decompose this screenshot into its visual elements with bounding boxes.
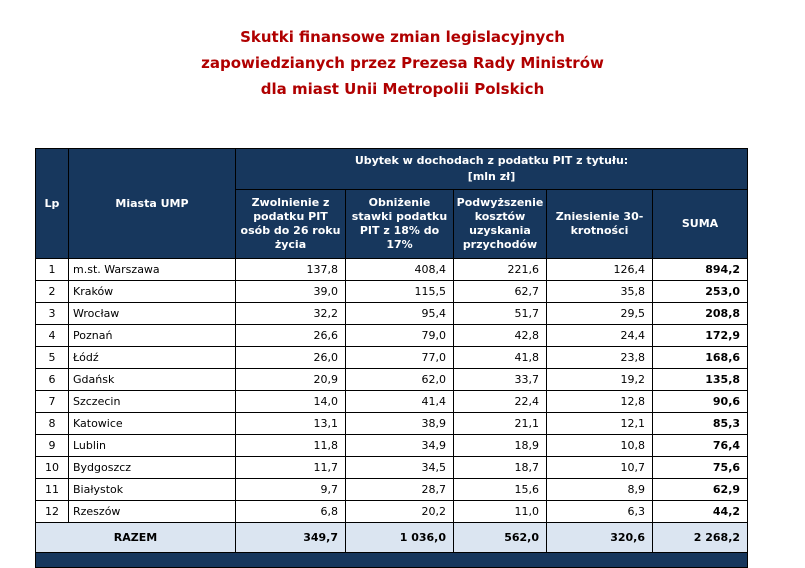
table-row (36, 303, 748, 325)
bottom-bar-fill (36, 553, 748, 568)
page-title-line-2: zapowiedzianych przez Prezesa Rady Ministrów (201, 54, 604, 72)
row-value: 21,1 (454, 413, 547, 435)
row-value: 51,7 (454, 303, 547, 325)
row-suma: 253,0 (653, 281, 748, 303)
column-header-1: Obniżenie stawki podatku PIT z 18% do 17% (346, 190, 454, 259)
row-lp: 4 (36, 325, 69, 347)
row-suma: 85,3 (653, 413, 748, 435)
page-title (0, 0, 805, 102)
row-value: 11,0 (454, 501, 547, 523)
table-row (36, 347, 748, 369)
column-header-3: Zniesienie 30-krotności (547, 190, 653, 259)
row-value: 33,7 (454, 369, 547, 391)
row-city: Szczecin (69, 391, 236, 413)
row-city: Łódź (69, 347, 236, 369)
table-row (36, 457, 748, 479)
row-lp: 1 (36, 259, 69, 281)
total-label: RAZEM (36, 523, 236, 553)
row-suma: 75,6 (653, 457, 748, 479)
row-suma: 76,4 (653, 435, 748, 457)
pit-impact-table (35, 148, 748, 568)
row-lp: 6 (36, 369, 69, 391)
page-title-line-3: dla miast Unii Metropolii Polskich (260, 80, 545, 98)
row-value: 18,7 (454, 457, 547, 479)
row-city: Białystok (69, 479, 236, 501)
column-header-city: Miasta UMP (69, 149, 236, 259)
row-value: 77,0 (346, 347, 454, 369)
total-value: 1 036,0 (346, 523, 454, 553)
row-value: 10,8 (547, 435, 653, 457)
row-city: Wrocław (69, 303, 236, 325)
group-header-cell (236, 149, 748, 190)
row-value: 26,6 (236, 325, 346, 347)
row-value: 115,5 (346, 281, 454, 303)
column-header-0: Zwolnienie z podatku PIT osób do 26 roku życia (236, 190, 346, 259)
group-header-subtitle: [mln zł] (467, 170, 516, 183)
row-lp: 9 (36, 435, 69, 457)
table-row (36, 435, 748, 457)
row-value: 39,0 (236, 281, 346, 303)
row-value: 6,8 (236, 501, 346, 523)
column-header-4: SUMA (653, 190, 748, 259)
row-value: 29,5 (547, 303, 653, 325)
row-city: Lublin (69, 435, 236, 457)
bottom-bar (36, 553, 748, 568)
row-city: Kraków (69, 281, 236, 303)
row-city: m.st. Warszawa (69, 259, 236, 281)
row-value: 26,0 (236, 347, 346, 369)
row-value: 34,9 (346, 435, 454, 457)
row-city: Bydgoszcz (69, 457, 236, 479)
table-row (36, 501, 748, 523)
data-table-container (35, 148, 805, 568)
total-value: 349,7 (236, 523, 346, 553)
total-value: 562,0 (454, 523, 547, 553)
row-value: 79,0 (346, 325, 454, 347)
table-row (36, 325, 748, 347)
row-lp: 3 (36, 303, 69, 325)
table-row (36, 259, 748, 281)
row-value: 11,7 (236, 457, 346, 479)
column-header-lp: Lp (36, 149, 69, 259)
row-value: 20,2 (346, 501, 454, 523)
row-value: 24,4 (547, 325, 653, 347)
column-header-2: Podwyższenie kosztów uzyskania przychodów (454, 190, 547, 259)
table-row (36, 479, 748, 501)
table-row (36, 369, 748, 391)
table-row (36, 413, 748, 435)
row-value: 62,7 (454, 281, 547, 303)
row-value: 408,4 (346, 259, 454, 281)
row-suma: 172,9 (653, 325, 748, 347)
row-value: 12,1 (547, 413, 653, 435)
total-suma: 2 268,2 (653, 523, 748, 553)
row-value: 13,1 (236, 413, 346, 435)
row-value: 41,8 (454, 347, 547, 369)
page-title-line-1: Skutki finansowe zmian legislacyjnych (240, 28, 565, 46)
group-header-title: Ubytek w dochodach z podatku PIT z tytułu: (354, 154, 629, 167)
row-value: 23,8 (547, 347, 653, 369)
row-lp: 12 (36, 501, 69, 523)
row-value: 38,9 (346, 413, 454, 435)
total-row (36, 523, 748, 553)
row-lp: 2 (36, 281, 69, 303)
row-city: Rzeszów (69, 501, 236, 523)
row-value: 34,5 (346, 457, 454, 479)
row-value: 9,7 (236, 479, 346, 501)
row-value: 137,8 (236, 259, 346, 281)
row-suma: 208,8 (653, 303, 748, 325)
row-city: Poznań (69, 325, 236, 347)
row-value: 12,8 (547, 391, 653, 413)
row-value: 14,0 (236, 391, 346, 413)
row-value: 126,4 (547, 259, 653, 281)
row-value: 62,0 (346, 369, 454, 391)
row-suma: 894,2 (653, 259, 748, 281)
row-lp: 10 (36, 457, 69, 479)
row-value: 6,3 (547, 501, 653, 523)
table-row (36, 281, 748, 303)
row-value: 41,4 (346, 391, 454, 413)
row-value: 19,2 (547, 369, 653, 391)
row-value: 18,9 (454, 435, 547, 457)
row-suma: 62,9 (653, 479, 748, 501)
row-lp: 5 (36, 347, 69, 369)
row-value: 8,9 (547, 479, 653, 501)
row-lp: 7 (36, 391, 69, 413)
table-row (36, 391, 748, 413)
row-value: 20,9 (236, 369, 346, 391)
row-suma: 168,6 (653, 347, 748, 369)
row-suma: 44,2 (653, 501, 748, 523)
total-value: 320,6 (547, 523, 653, 553)
row-value: 35,8 (547, 281, 653, 303)
row-value: 32,2 (236, 303, 346, 325)
row-city: Katowice (69, 413, 236, 435)
row-suma: 135,8 (653, 369, 748, 391)
row-city: Gdańsk (69, 369, 236, 391)
row-lp: 11 (36, 479, 69, 501)
row-value: 28,7 (346, 479, 454, 501)
row-value: 95,4 (346, 303, 454, 325)
row-value: 11,8 (236, 435, 346, 457)
row-value: 221,6 (454, 259, 547, 281)
row-lp: 8 (36, 413, 69, 435)
row-value: 15,6 (454, 479, 547, 501)
row-value: 10,7 (547, 457, 653, 479)
group-header-row (36, 149, 748, 190)
row-value: 42,8 (454, 325, 547, 347)
table-body (36, 259, 748, 523)
row-value: 22,4 (454, 391, 547, 413)
row-suma: 90,6 (653, 391, 748, 413)
